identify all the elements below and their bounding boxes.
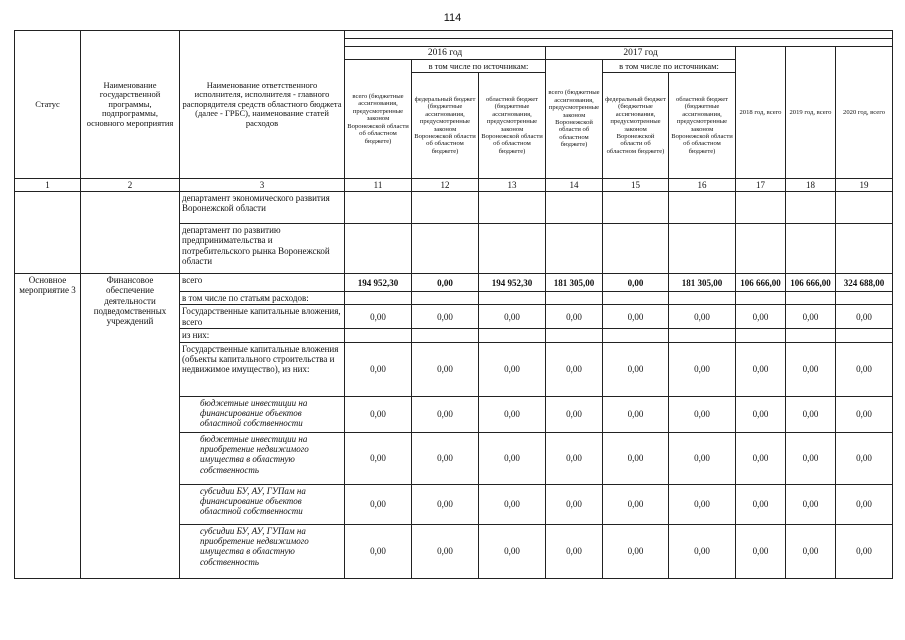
column-number: 2 [81, 179, 180, 192]
investments-property-value: 0,00 [736, 432, 786, 484]
capital-objects-value: 0,00 [836, 342, 893, 396]
capital-objects-value: 0,00 [603, 342, 669, 396]
dept-economy-label: департамент экономического развития Воронежской области [180, 192, 345, 224]
header-col-13: областной бюджет (бюджетные ассигнования, предусмотренные законом Воронежской области об областном бюджете) [479, 73, 546, 179]
measure-name: Финансовое обеспечение деятельности подведомственных учреждений [81, 274, 180, 579]
subsidies-property-value: 0,00 [546, 524, 603, 578]
column-number: 16 [669, 179, 736, 192]
subsidies-objects-value: 0,00 [479, 484, 546, 524]
table-row-total [15, 274, 893, 292]
total-label: всего [180, 274, 345, 292]
subsidies-property-value: 0,00 [786, 524, 836, 578]
capital-objects-value: 0,00 [546, 342, 603, 396]
subsidies-objects-value: 0,00 [345, 484, 412, 524]
column-number: 12 [412, 179, 479, 192]
column-number: 3 [180, 179, 345, 192]
investments-objects-value: 0,00 [836, 396, 893, 432]
subsidies-property-label: субсидии БУ, АУ, ГУПам на приобретение недвижимого имущества в областную собственность [180, 524, 345, 578]
investments-objects-value: 0,00 [786, 396, 836, 432]
subsidies-property-value: 0,00 [836, 524, 893, 578]
investments-objects-value: 0,00 [345, 396, 412, 432]
header-col-17: 2018 год, всего [736, 47, 786, 179]
total-value: 106 666,00 [786, 274, 836, 292]
column-number: 18 [786, 179, 836, 192]
header-year-2016: 2016 год [345, 47, 546, 60]
column-number: 17 [736, 179, 786, 192]
subsidies-objects-value: 0,00 [546, 484, 603, 524]
investments-objects-label: бюджетные инвестиции на финансирование объектов областной собственности [180, 396, 345, 432]
column-number: 1 [15, 179, 81, 192]
investments-objects-value: 0,00 [736, 396, 786, 432]
capital-value: 0,00 [345, 305, 412, 329]
column-number: 13 [479, 179, 546, 192]
column-number: 14 [546, 179, 603, 192]
header-blank [345, 39, 893, 47]
total-value: 0,00 [603, 274, 669, 292]
header-executor: Наименование ответственного исполнителя, исполнителя - главного распорядителя средств областного бюджета (далее - ГРБС), наименование статей расходов [180, 31, 345, 179]
column-numbers-row [15, 179, 893, 192]
subsidies-property-value: 0,00 [345, 524, 412, 578]
capital-value: 0,00 [736, 305, 786, 329]
investments-property-value: 0,00 [669, 432, 736, 484]
header-col-11: всего (бюджетные ассигнования, предусмотренные законом Воронежской области об областном бюджете) [345, 60, 412, 179]
subsidies-objects-value: 0,00 [736, 484, 786, 524]
subsidies-property-value: 0,00 [603, 524, 669, 578]
total-value: 106 666,00 [736, 274, 786, 292]
investments-property-value: 0,00 [546, 432, 603, 484]
empty-status-cell [15, 192, 81, 274]
total-value: 181 305,00 [546, 274, 603, 292]
total-value: 181 305,00 [669, 274, 736, 292]
subsidies-objects-value: 0,00 [412, 484, 479, 524]
header-col-19: 2020 год, всего [836, 47, 893, 179]
header-program: Наименование государственной программы, подпрограммы, основного мероприятия [81, 31, 180, 179]
capital-objects-value: 0,00 [345, 342, 412, 396]
column-number: 11 [345, 179, 412, 192]
investments-objects-value: 0,00 [546, 396, 603, 432]
total-value: 194 952,30 [479, 274, 546, 292]
total-value: 324 688,00 [836, 274, 893, 292]
subsidies-property-value: 0,00 [412, 524, 479, 578]
capital-value: 0,00 [412, 305, 479, 329]
header-col-14: всего (бюджетные ассигнования, предусмотренные законом Воронежской области об областном бюджете) [546, 60, 603, 179]
capital-value: 0,00 [603, 305, 669, 329]
capital-objects-value: 0,00 [786, 342, 836, 396]
capital-label: Государственные капитальные вложения, всего [180, 305, 345, 329]
capital-value: 0,00 [836, 305, 893, 329]
capital-value: 0,00 [546, 305, 603, 329]
investments-property-value: 0,00 [786, 432, 836, 484]
investments-objects-value: 0,00 [669, 396, 736, 432]
table-row-dept-economy [15, 192, 893, 224]
of-which-label: из них: [180, 329, 345, 342]
capital-objects-value: 0,00 [412, 342, 479, 396]
capital-objects-value: 0,00 [669, 342, 736, 396]
investments-property-value: 0,00 [479, 432, 546, 484]
header-sources-2017: в том числе по источникам: [603, 60, 736, 73]
capital-value: 0,00 [669, 305, 736, 329]
header-year-2017: 2017 год [546, 47, 736, 60]
capital-objects-label: Государственные капитальные вложения (объекты капитального строительства и недвижимое имущество), из них: [180, 342, 345, 396]
total-value: 194 952,30 [345, 274, 412, 292]
investments-objects-value: 0,00 [412, 396, 479, 432]
budget-table [14, 30, 893, 579]
header-col-18: 2019 год, всего [786, 47, 836, 179]
subsidies-property-value: 0,00 [669, 524, 736, 578]
header-col-12: федеральный бюджет (бюджетные ассигнования, предусмотренные законом Воронежской области об областном бюджете) [412, 73, 479, 179]
capital-value: 0,00 [786, 305, 836, 329]
measure-status: Основное мероприятие 3 [15, 274, 81, 579]
including-by-articles-label: в том числе по статьям расходов: [180, 292, 345, 305]
investments-objects-value: 0,00 [603, 396, 669, 432]
capital-objects-value: 0,00 [736, 342, 786, 396]
header-top-blank [345, 31, 893, 39]
investments-property-value: 0,00 [836, 432, 893, 484]
header-col-15: федеральный бюджет (бюджетные ассигнования, предусмотренные законом Воронежской области об областном бюджете) [603, 73, 669, 179]
page-number: 114 [443, 12, 462, 24]
subsidies-objects-value: 0,00 [836, 484, 893, 524]
investments-property-label: бюджетные инвестиции на приобретение недвижимого имущества в областную собственность [180, 432, 345, 484]
investments-property-value: 0,00 [603, 432, 669, 484]
header-spacer-row [15, 31, 893, 39]
subsidies-objects-value: 0,00 [669, 484, 736, 524]
header-col-16: областной бюджет (бюджетные ассигнования, предусмотренные законом Воронежской области об областном бюджете) [669, 73, 736, 179]
subsidies-property-value: 0,00 [736, 524, 786, 578]
empty-program-cell [81, 192, 180, 274]
capital-value: 0,00 [479, 305, 546, 329]
column-number: 15 [603, 179, 669, 192]
subsidies-property-value: 0,00 [479, 524, 546, 578]
investments-objects-value: 0,00 [479, 396, 546, 432]
header-sources-2016: в том числе по источникам: [412, 60, 546, 73]
column-number: 19 [836, 179, 893, 192]
dept-business-label: департамент по развитию предпринимательства и потребительского рынка Воронежской области [180, 224, 345, 274]
capital-objects-value: 0,00 [479, 342, 546, 396]
subsidies-objects-value: 0,00 [603, 484, 669, 524]
header-status: Статус [15, 31, 81, 179]
subsidies-objects-label: субсидии БУ, АУ, ГУПам на финансирование объектов областной собственности [180, 484, 345, 524]
total-value: 0,00 [412, 274, 479, 292]
investments-property-value: 0,00 [412, 432, 479, 484]
investments-property-value: 0,00 [345, 432, 412, 484]
subsidies-objects-value: 0,00 [786, 484, 836, 524]
